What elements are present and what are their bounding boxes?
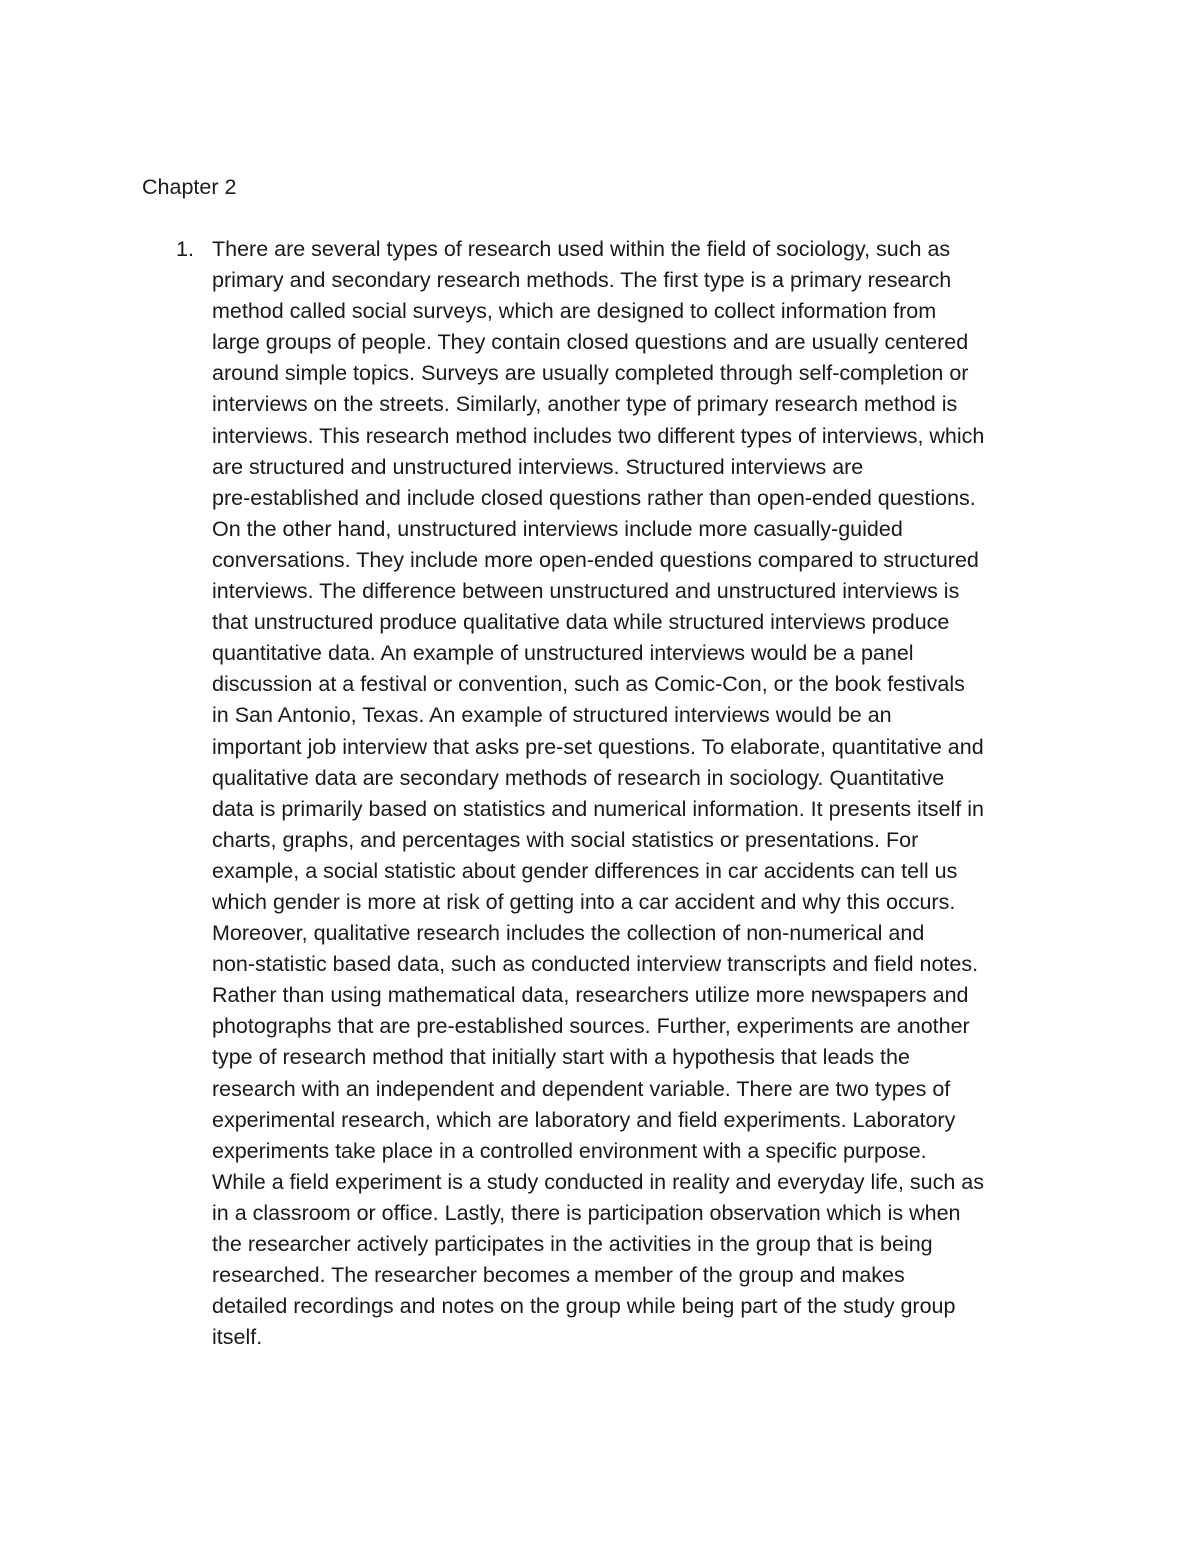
paragraph-line: are structured and unstructured interviews. Structured interviews are [212, 454, 864, 479]
paragraph-line: method called social surveys, which are designed to collect information from [212, 299, 937, 324]
list-marker: 1. [176, 237, 194, 261]
paragraph-line: in San Antonio, Texas. An example of structured interviews would be an [212, 703, 892, 728]
paragraph-line: large groups of people. They contain closed questions and are usually centered [212, 330, 969, 355]
paragraph-line: experimental research, which are laboratory and field experiments. Laboratory [212, 1107, 956, 1132]
paragraph-line: itself. [212, 1325, 263, 1350]
paragraph-line: interviews. This research method includes two different types of interviews, which [212, 423, 985, 448]
list-item-body [212, 234, 1082, 1353]
paragraph-line: researched. The researcher becomes a member of the group and makes [212, 1263, 905, 1288]
paragraph-line: interviews. The difference between unstructured and unstructured interviews is [212, 579, 960, 604]
paragraph-line: pre-established and include closed questions rather than open-ended questions. [212, 485, 976, 510]
chapter-heading: Chapter 2 [142, 175, 237, 199]
paragraph-line: detailed recordings and notes on the group while being part of the study group [212, 1294, 956, 1319]
paragraph-line: experiments take place in a controlled environment with a specific purpose. [212, 1138, 927, 1163]
paragraph-line: that unstructured produce qualitative data while structured interviews produce [212, 610, 950, 635]
paragraph-line: important job interview that asks pre-set questions. To elaborate, quantitative and [212, 734, 984, 759]
paragraph-line: research with an independent and dependent variable. There are two types of [212, 1076, 951, 1101]
paragraph-line: charts, graphs, and percentages with social statistics or presentations. For [212, 827, 919, 852]
paragraph-line: around simple topics. Surveys are usually completed through self-completion or [212, 361, 969, 386]
paragraph-line: While a field experiment is a study conducted in reality and everyday life, such as [212, 1169, 985, 1194]
paragraph-line: the researcher actively participates in the activities in the group that is being [212, 1232, 933, 1256]
paragraph-line: example, a social statistic about gender differences in car accidents can tell us [212, 858, 958, 883]
paragraph-line: On the other hand, unstructured interviews include more casually-guided [212, 516, 903, 541]
paragraph-line: qualitative data are secondary methods of research in sociology. Quantitative [212, 765, 945, 790]
paragraph-line: which gender is more at risk of getting into a car accident and why this occurs. [212, 889, 956, 914]
paragraph-line: photographs that are pre-established sources. Further, experiments are another [212, 1014, 970, 1039]
paragraph-line: data is primarily based on statistics and numerical information. It presents itself in [212, 796, 984, 821]
paragraph-line: type of research method that initially start with a hypothesis that leads the [212, 1045, 910, 1070]
paragraph-line: quantitative data. An example of unstructured interviews would be a panel [212, 641, 914, 666]
paragraph-line: Moreover, qualitative research includes the collection of non-numerical and [212, 921, 925, 946]
paragraph-line: There are several types of research used within the field of sociology, such as [212, 237, 951, 261]
numbered-list [142, 234, 1082, 1353]
paragraph-line: discussion at a festival or convention, such as Comic-Con, or the book festivals [212, 672, 965, 697]
paragraph-line: primary and secondary research methods. The first type is a primary research [212, 268, 952, 293]
paragraph-line: conversations. They include more open-ended questions compared to structured [212, 547, 979, 572]
paragraph-line: Rather than using mathematical data, researchers utilize more newspapers and [212, 983, 969, 1008]
paragraph-line: in a classroom or office. Lastly, there is participation observation which is when [212, 1200, 961, 1225]
paragraph-line: interviews on the streets. Similarly, another type of primary research method is [212, 392, 958, 417]
paragraph-line: non-statistic based data, such as conducted interview transcripts and field notes. [212, 952, 979, 977]
list-item [142, 234, 1082, 1353]
